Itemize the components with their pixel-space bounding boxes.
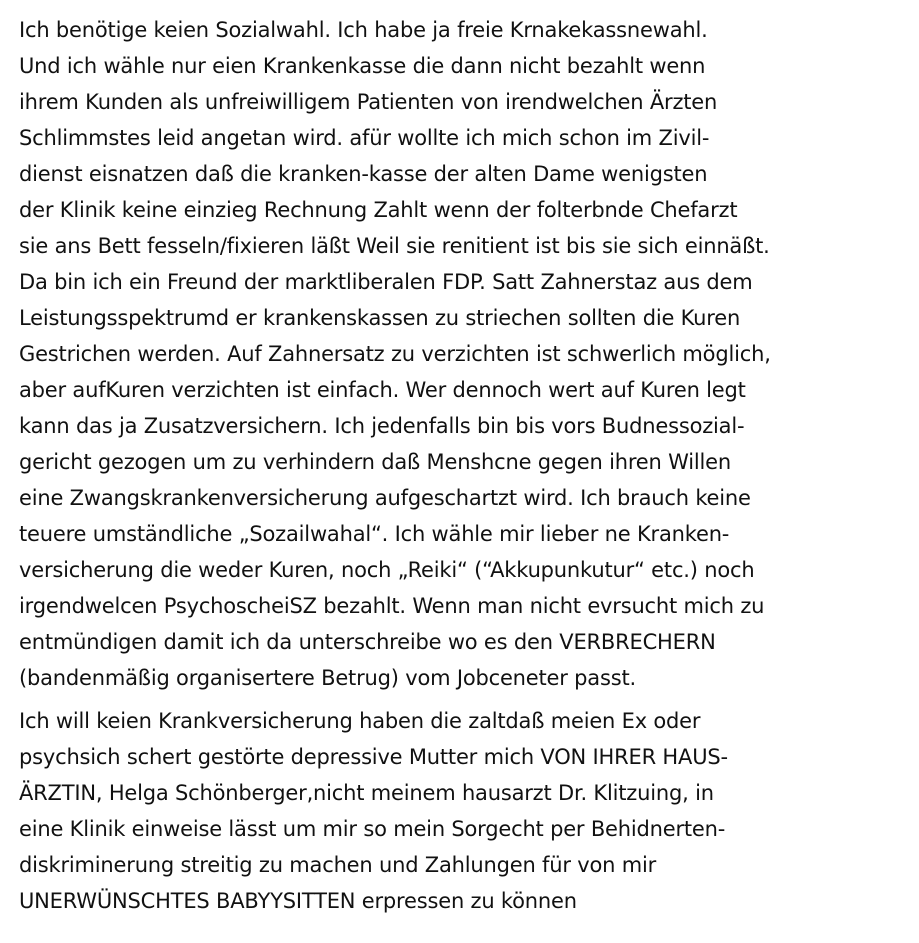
text-line: eine Zwangskrankenversicherung aufgeschartzt wird. Ich brauch keine — [19, 486, 751, 510]
text-line: Und ich wähle nur eien Krankenkasse die dann nicht bezahlt wenn — [19, 54, 706, 78]
text-line: Leistungsspektrumd er krankenskassen zu striechen sollten die Kuren — [19, 306, 741, 330]
document-body — [19, 12, 915, 919]
text-line: aber aufKuren verzichten ist einfach. Wer dennoch wert auf Kuren legt — [19, 378, 746, 402]
text-line: ihrem Kunden als unfreiwilligem Patienten von irendwelchen Ärzten — [19, 90, 718, 114]
text-line: sie ans Bett fesseln/fixieren läßt Weil sie renitient ist bis sie sich einnäßt. — [19, 234, 770, 258]
text-line: irgendwelcen PsychoscheiSZ bezahlt. Wenn man nicht evrsucht mich zu — [19, 594, 765, 618]
text-line: versicherung die weder Kuren, noch „Reiki“ (“Akkupunkutur“ etc.) noch — [19, 558, 755, 582]
text-line: Gestrichen werden. Auf Zahnersatz zu verzichten ist schwerlich möglich, — [19, 342, 771, 366]
paragraph-2 — [19, 703, 915, 919]
text-line: kann das ja Zusatzversichern. Ich jedenfalls bin bis vors Budnessozial- — [19, 414, 745, 438]
text-line: der Klinik keine einzieg Rechnung Zahlt wenn der folterbnde Chefarzt — [19, 198, 738, 222]
text-line: Schlimmstes leid angetan wird. afür wollte ich mich schon im Zivil- — [19, 126, 710, 150]
text-line: (bandenmäßig organisertere Betrug) vom Jobceneter passt. — [19, 666, 636, 690]
text-line: dienst eisnatzen daß die kranken-kasse der alten Dame wenigsten — [19, 162, 708, 186]
text-line: entmündigen damit ich da unterschreibe wo es den VERBRECHERN — [19, 630, 716, 654]
text-line: diskriminerung streitig zu machen und Zahlungen für von mir — [19, 853, 657, 877]
paragraph-1 — [19, 12, 915, 696]
text-line: Ich will keien Krankversicherung haben die zaltdaß meien Ex oder — [19, 709, 701, 733]
text-line: Ich benötige keien Sozialwahl. Ich habe ja freie Krnakekassnewahl. — [19, 18, 708, 42]
text-line: Da bin ich ein Freund der marktliberalen FDP. Satt Zahnerstaz aus dem — [19, 270, 753, 294]
text-line: psychsich schert gestörte depressive Mutter mich VON IHRER HAUS- — [19, 745, 728, 769]
text-line: UNERWÜNSCHTES BABYYSITTEN erpressen zu können — [19, 889, 577, 913]
text-line: gericht gezogen um zu verhindern daß Menshcne gegen ihren Willen — [19, 450, 731, 474]
text-line: teuere umständliche „Sozailwahal“. Ich wähle mir lieber ne Kranken- — [19, 522, 730, 546]
text-line: eine Klinik einweise lässt um mir so mein Sorgecht per Behidnerten- — [19, 817, 726, 841]
text-line: ÄRZTIN, Helga Schönberger,nicht meinem hausarzt Dr. Klitzuing, in — [19, 781, 714, 805]
